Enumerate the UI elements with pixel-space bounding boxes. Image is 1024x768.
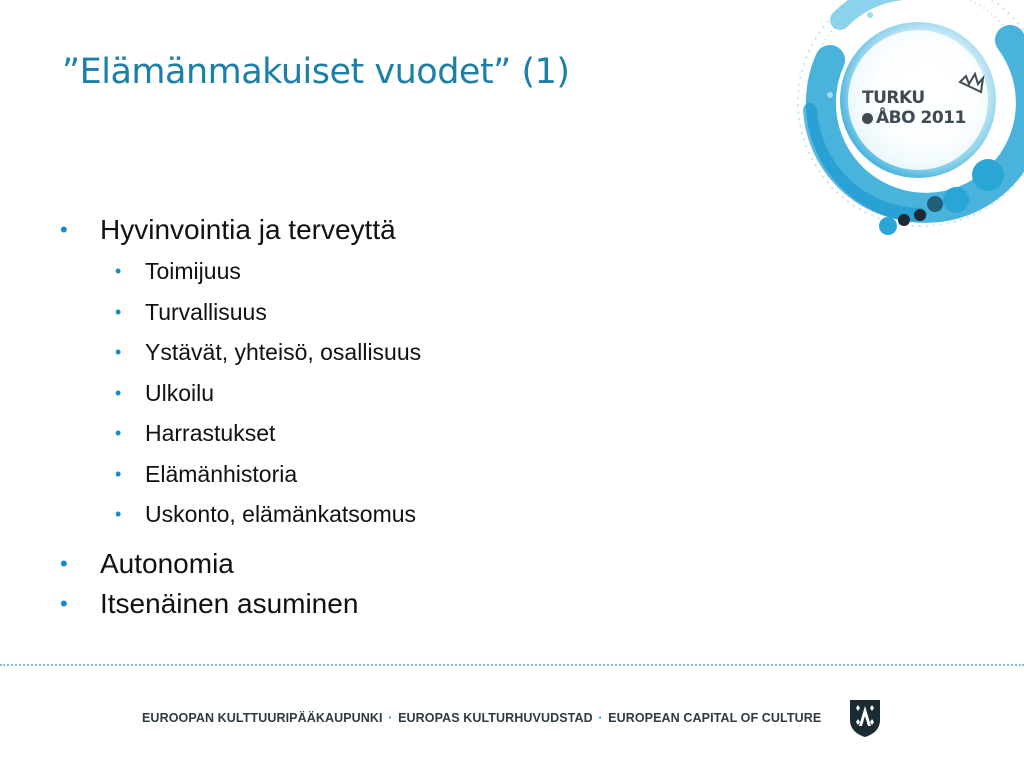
sub-list-item: [60, 494, 740, 535]
sub-bullet-list: [60, 251, 740, 535]
footer-text-english: EUROPEAN CAPITAL OF CULTURE: [608, 711, 822, 725]
bullet-dot-icon: •: [115, 382, 122, 403]
footer-divider: [0, 664, 1024, 666]
bullet-dot-icon: •: [60, 550, 68, 576]
list-item-text: Hyvinvointia ja terveyttä: [100, 214, 396, 245]
bullet-list: [60, 210, 740, 624]
list-item: [60, 584, 740, 624]
bullet-dot-icon: •: [115, 423, 122, 443]
footer-separator: ·: [598, 711, 603, 725]
bullet-dot-icon: •: [60, 217, 68, 242]
footer-text-finnish: EUROOPAN KULTTUURIPÄÄKAUPUNKI: [142, 711, 383, 725]
bullet-dot-icon: •: [115, 342, 122, 362]
sub-list-item-text: Ulkoilu: [145, 379, 215, 406]
slide-title: ”Elämänmakuiset vuodet” (1): [62, 52, 570, 92]
sub-list-item-text: Turvallisuus: [145, 298, 267, 325]
sub-list-item: [60, 332, 740, 373]
list-item-text: Autonomia: [100, 547, 234, 579]
bullet-dot-icon: •: [60, 590, 68, 616]
bullet-dot-icon: •: [115, 301, 122, 322]
turku-coat-of-arms-icon: [848, 698, 882, 738]
list-item: [60, 210, 740, 250]
sub-list-item: [60, 413, 740, 454]
footer-tagline: [142, 711, 821, 725]
sub-list-item-text: Toimijuus: [145, 258, 241, 284]
bullet-dot-icon: •: [115, 261, 122, 281]
sub-list-item-text: Ystävät, yhteisö, osallisuus: [145, 339, 422, 365]
sub-list-item: [60, 251, 740, 292]
sub-list-item: [60, 292, 740, 333]
footer-text-swedish: EUROPAS KULTURHUVUDSTAD: [398, 711, 593, 725]
sub-list-item-text: Harrastukset: [145, 420, 276, 446]
list-item: [60, 544, 740, 584]
logo-line-turku: TURKU: [862, 88, 925, 108]
logo-dot-icon: [862, 113, 873, 124]
bullet-dot-icon: •: [115, 463, 122, 484]
logo-line-abo: [862, 108, 966, 128]
sub-list-item-text: Elämänhistoria: [145, 460, 298, 487]
logo-wordmark: [862, 88, 966, 128]
sub-list-item-text: Uskonto, elämänkatsomus: [145, 501, 417, 527]
footer-separator: ·: [388, 711, 393, 725]
list-item-text: Itsenäinen asuminen: [100, 587, 359, 619]
sub-list-item: [60, 373, 740, 414]
logo-line-abo-text: ÅBO 2011: [876, 108, 966, 128]
sub-list-item: [60, 454, 740, 495]
bullet-dot-icon: •: [115, 504, 122, 524]
